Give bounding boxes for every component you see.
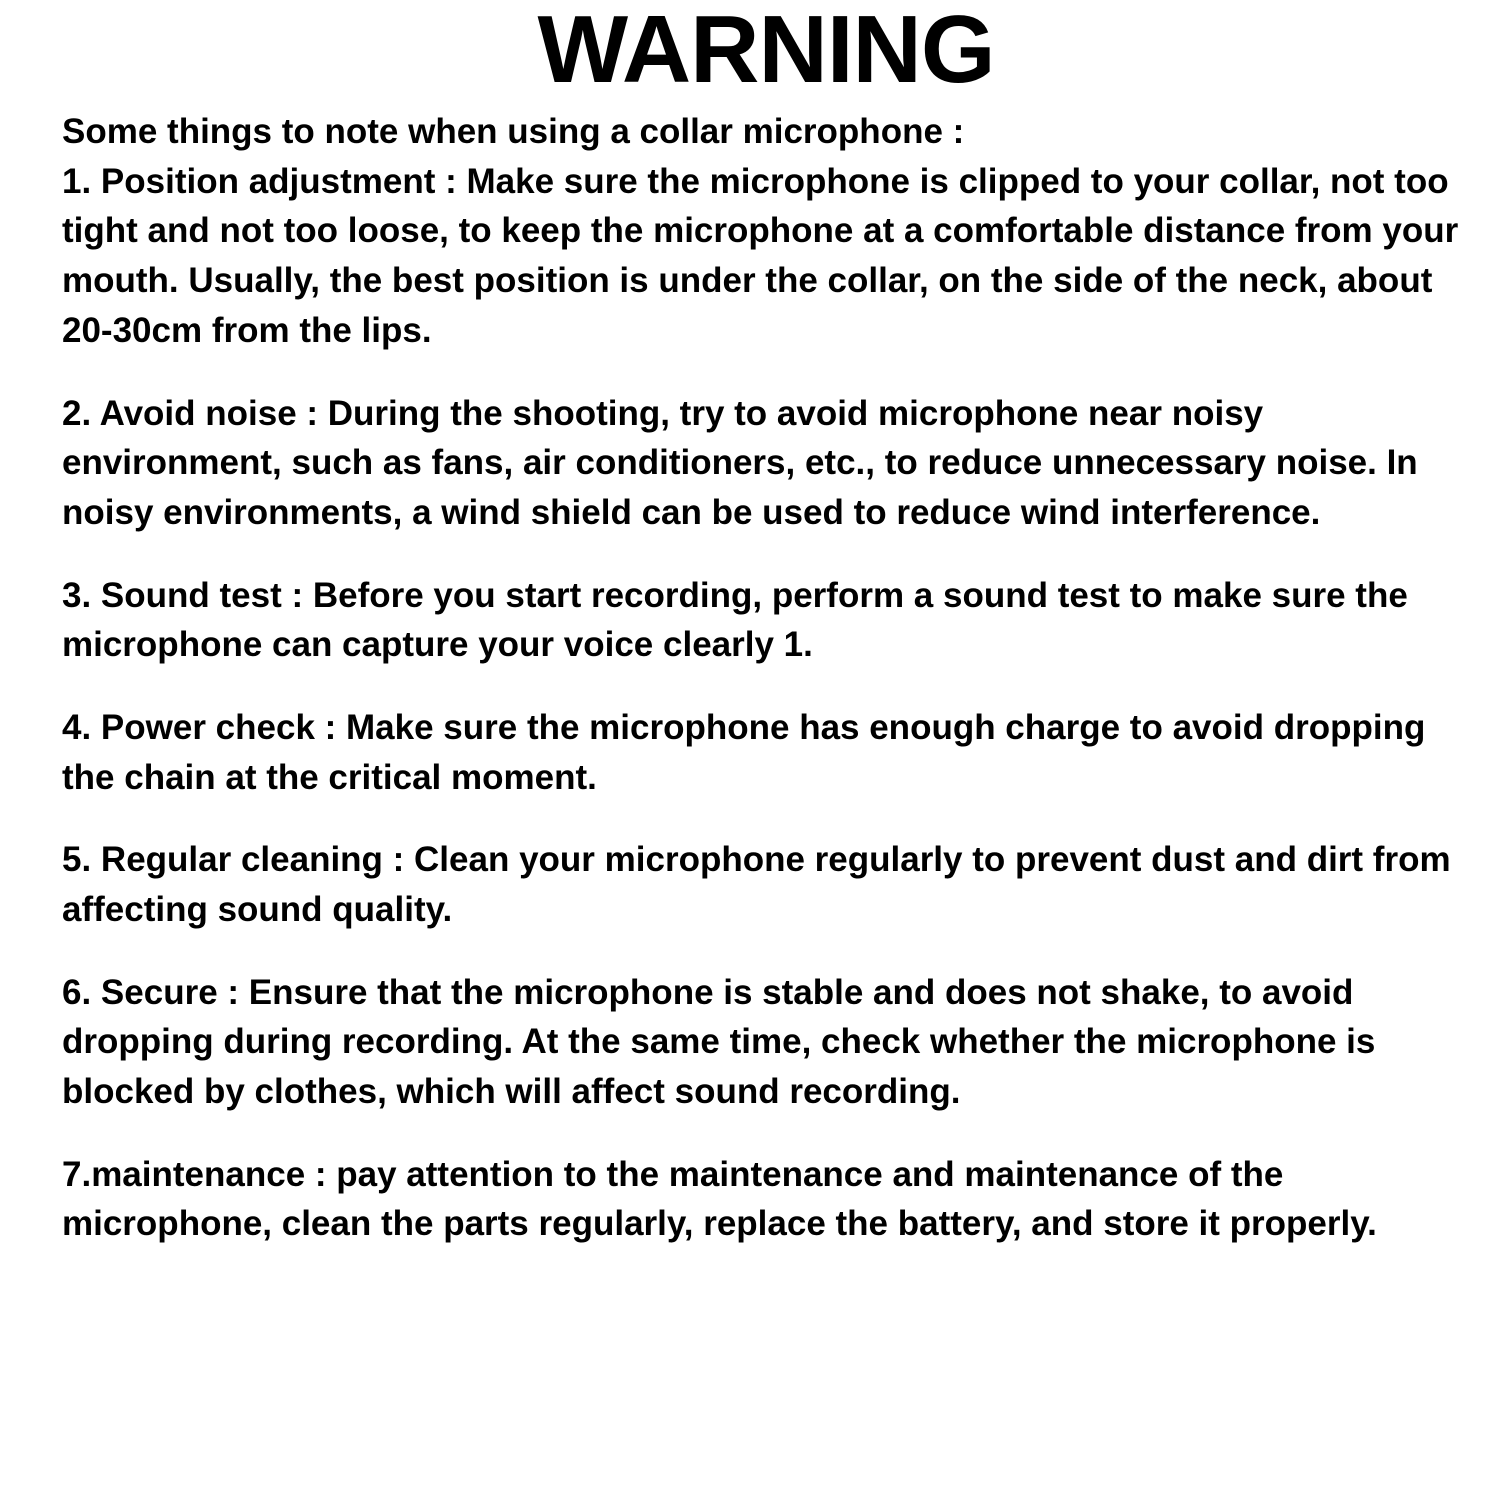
note-item-6: 6. Secure : Ensure that the microphone is stable and does not shake, to avoid dropping during recording. At the same time, check whether the microphone is blocked by clothes, which will affect sound recording. (62, 972, 1376, 1112)
warning-document (0, 2, 1500, 1502)
note-item-2: 2. Avoid noise : During the shooting, try to avoid microphone near noisy environment, such as fans, air conditioners, etc., to reduce unnecessary noise. In noisy environments, a wind shield can be used to reduce wind interference. (62, 393, 1418, 532)
note-item-5: 5. Regular cleaning : Clean your microphone regularly to prevent dust and dirt from affecting sound quality. (62, 840, 1451, 930)
page-title: WARNING (537, 0, 995, 103)
note-item-7: 7.maintenance : pay attention to the maintenance and maintenance of the microphone, clean the parts regularly, replace the battery, and store it properly. (62, 1154, 1377, 1244)
note-item-3: 3. Sound test : Before you start recording, perform a sound test to make sure the microphone can capture your voice clearly 1. (62, 575, 1408, 665)
intro-text: Some things to note when using a collar microphone : (62, 112, 965, 151)
note-item-1: 1. Position adjustment : Make sure the microphone is clipped to your collar, not too tight and not too loose, to keep the microphone at a comfortable distance from your mouth. Usually, the best position is under the collar, on the side of the neck, about 20-30cm from the lips. (62, 161, 1459, 350)
note-item-4: 4. Power check : Make sure the microphone has enough charge to avoid dropping the chain at the critical moment. (62, 707, 1426, 797)
